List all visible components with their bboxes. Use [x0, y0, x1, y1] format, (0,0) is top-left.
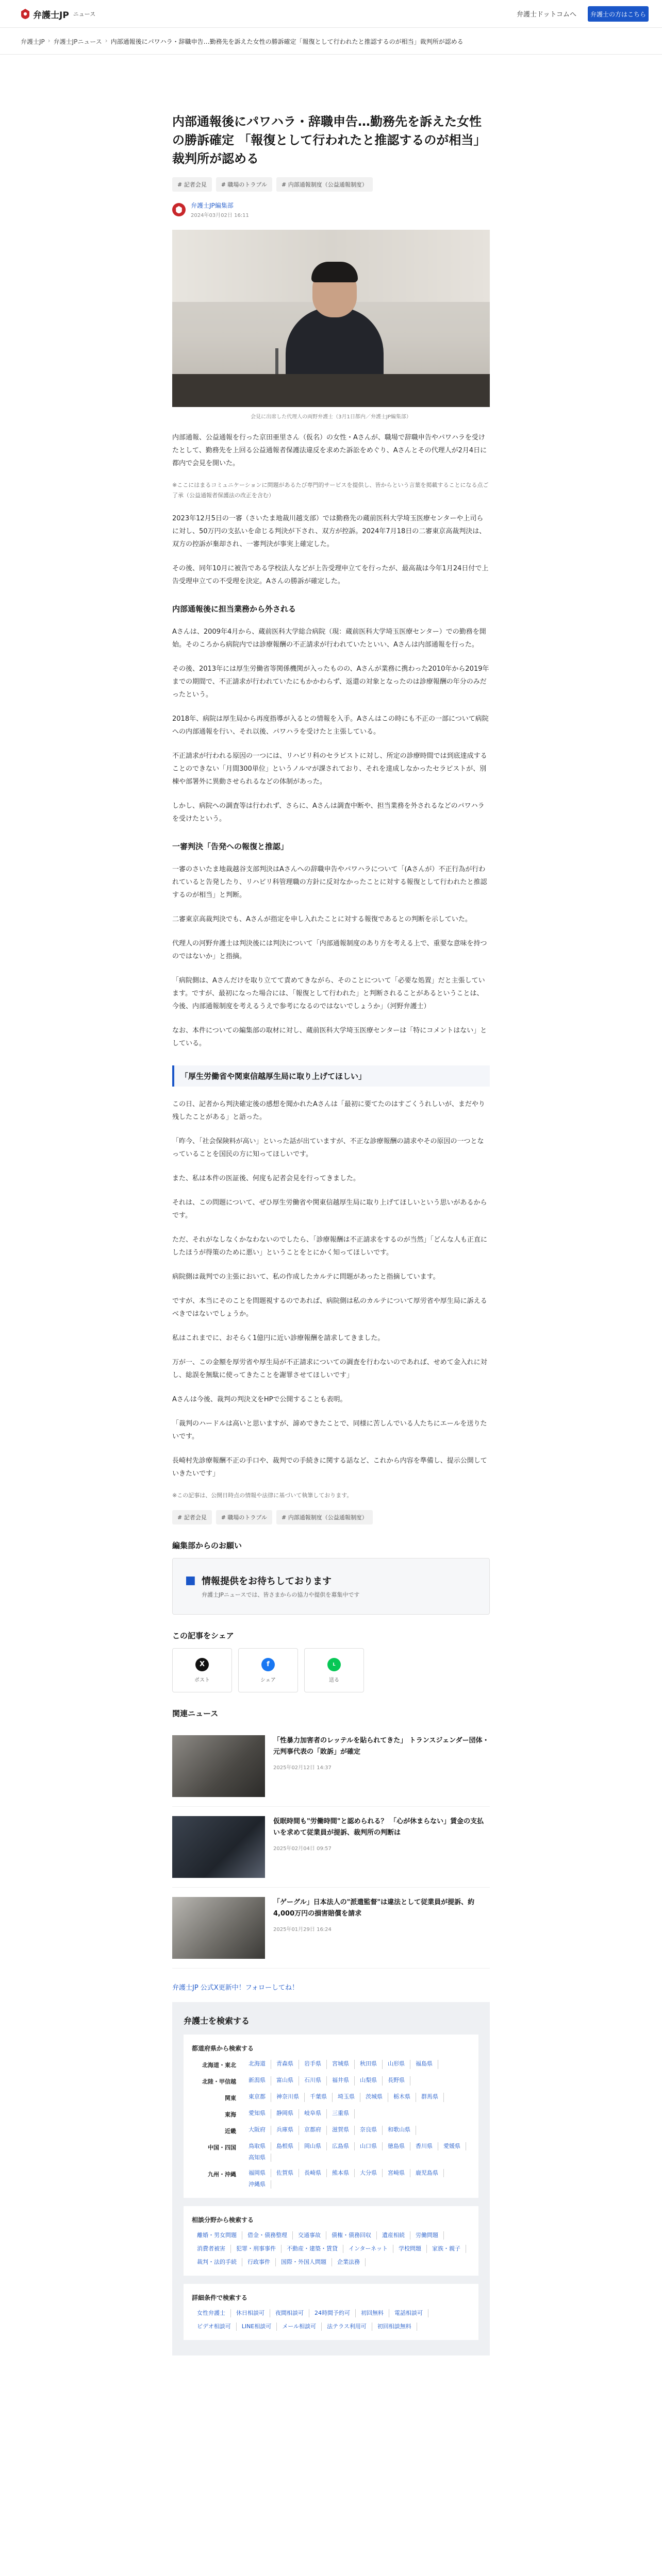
tag-press[interactable]: # 記者会見	[172, 177, 212, 192]
pref-links	[243, 2109, 355, 2119]
region-name: 近畿	[225, 2128, 236, 2134]
pref-link[interactable]: 青森県	[271, 2060, 299, 2069]
for-lawyers-button[interactable]: 弁護士の方はこちら	[588, 6, 649, 22]
pref-link[interactable]: 沖縄県	[243, 2180, 271, 2189]
pref-links	[243, 2169, 470, 2189]
pref-link[interactable]: 茨城県	[360, 2093, 388, 2102]
photo-person-hair	[311, 262, 358, 282]
detail-link[interactable]: 初回無料	[356, 2309, 389, 2317]
pref-link[interactable]: 埼玉県	[333, 2093, 360, 2102]
pref-link[interactable]: 長野県	[383, 2076, 410, 2086]
paragraph: なお、本件についての編集部の取材に対し、蔵前医科大学埼玉医療センターは「特にコメントはない」としている。	[172, 1027, 487, 1047]
paragraph: 2018年、病院は厚生局から再度指導が入るとの情報を入手。Aさんはこの時にも不正の一部について病院への内部通報を行い、それ以後、パワハラを受けたと主張している。	[172, 715, 489, 736]
section-heading: 一審判決「告発への報復と推認」	[172, 842, 289, 851]
field-link[interactable]: 学校問題	[393, 2245, 427, 2253]
pref-link[interactable]: 新潟県	[243, 2076, 271, 2086]
field-link[interactable]: 犯罪・刑事事件	[231, 2245, 282, 2253]
detail-link[interactable]: 電話相談可	[389, 2309, 428, 2317]
paragraph: 「裁判のハードルは高いと思いますが、諦めできたことで、同様に苦しんでいる人たちにエールを送りたいです。	[172, 1420, 487, 1440]
detail-link[interactable]: メール相談可	[277, 2323, 322, 2331]
pref-link[interactable]: 秋田県	[355, 2060, 383, 2069]
related-title: 仮眠時間も"労働時間"と認められる？ 「心が休まらない」賃金の支払いを求めて従業員が提訴、裁判所の判断は	[273, 1818, 484, 1837]
paragraph: 代理人の河野弁護士は判決後には判決について「内部通報制度のあり方を考える上で、重要な意味を持つのではないか」と指摘。	[172, 940, 487, 960]
detail-link[interactable]: 夜間相談可	[270, 2309, 309, 2317]
pref-links	[243, 2126, 416, 2135]
field-link[interactable]: 消費者被害	[192, 2245, 231, 2253]
field-link[interactable]: 借金・債務整理	[242, 2231, 293, 2240]
field-link[interactable]: 債権・債務回収	[326, 2231, 377, 2240]
field-link[interactable]: 企業法務	[332, 2258, 366, 2266]
pref-link[interactable]: 宮崎県	[383, 2169, 410, 2177]
pref-links	[243, 2076, 410, 2086]
share-line-button[interactable]	[304, 1648, 364, 1692]
paragraph: 二審東京高裁判決でも、Aさんが指定を申し入れたことに対する報復であるとの判断を示していた。	[172, 916, 472, 923]
logo-text: 弁護士JP	[33, 10, 69, 21]
pref-link[interactable]: 愛媛県	[438, 2142, 466, 2150]
tag-whistleblowing[interactable]: # 内部通報制度（公益通報制度）	[276, 177, 373, 192]
pref-link[interactable]: 佐賀県	[271, 2169, 299, 2177]
author-block	[172, 201, 490, 218]
logo-mark-icon	[175, 206, 183, 214]
breadcrumb-current: 内部通報後にパワハラ・辞職申告…勤務先を訴えた女性の勝訴確定「報復として行われたと推認するのが相当」裁判所が認める	[110, 38, 464, 45]
pref-link[interactable]: 高知県	[243, 2154, 271, 2162]
related-thumbnail	[172, 1735, 265, 1797]
tag-workplace[interactable]: # 職場のトラブル	[216, 177, 272, 192]
region-row	[192, 2060, 470, 2069]
pref-link[interactable]: 岡山県	[299, 2142, 327, 2150]
paragraph: しかし、病院への調査等は行われず、さらに、Aさんは調査中断や、担当業務を外されるなどのパワハラを受けたという。	[172, 802, 485, 823]
region-row	[192, 2142, 470, 2162]
field-link[interactable]: 行政事件	[242, 2258, 276, 2266]
line-icon: L	[327, 1658, 341, 1671]
pref-search-title: 都道府県から検索する	[192, 2045, 254, 2052]
pref-link[interactable]: 石川県	[299, 2076, 327, 2086]
related-list	[172, 1726, 490, 1969]
paragraph: 「病院側は、Aさんだけを取り立てて責めてきながら、そのことについて「必要な処置」だと主張しています。ですが、最初になった場合には、「報復として行われた」と判断されることがあるということは、今後、内部通報制度を考えるうえで参考になるのではないでしょうか」（河野弁護士）	[172, 977, 485, 1010]
share-facebook-button[interactable]	[238, 1648, 298, 1692]
paragraph: また、私は本件の医証後、何度も記者会見を行ってきました。	[172, 1175, 360, 1182]
photo-table	[172, 374, 490, 407]
field-link[interactable]: 離婚・男女問題	[192, 2231, 242, 2240]
paragraph: ですが、本当にそのことを問題視するのであれば、病院側は私のカルテについて厚労省や厚生局に訴えるべきではないでしょうか。	[172, 1297, 487, 1318]
lawyer-search	[172, 2002, 490, 2355]
pref-link[interactable]: 大分県	[355, 2169, 383, 2177]
pref-link[interactable]: 宮城県	[327, 2060, 355, 2069]
photo-person	[286, 307, 384, 384]
region-row	[192, 2093, 470, 2102]
detail-link[interactable]: 初回相談無料	[372, 2323, 417, 2331]
paragraph: 内部通報、公益通報を行った京田亜里さん（仮名）の女性・Aさんが、職場で辞職申告やパワハラを受けたとして、勤務先を上回る公益通報者保護法違反を求めた訴訟をめぐり、Aさんとその代理人が2月4日に都内で会見を開いた。	[172, 434, 487, 467]
pref-link[interactable]: 香川県	[410, 2142, 438, 2150]
related-item[interactable]	[172, 1888, 490, 1969]
related-title: 「性暴力加害者のレッテルを貼られてきた」 トランスジェンダー団体・元判事代表の「敗訴」が確定	[273, 1737, 489, 1756]
pref-link[interactable]: 北海道	[243, 2060, 271, 2069]
tag-list-bottom	[172, 1510, 490, 1524]
field-link[interactable]: 交通事故	[293, 2231, 326, 2240]
breadcrumb-home[interactable]: 弁護士JP	[21, 38, 45, 45]
field-list	[192, 2231, 470, 2266]
pref-link[interactable]: 鹿児島県	[410, 2169, 444, 2177]
pref-search-panel	[184, 2035, 478, 2198]
detail-link[interactable]: 24時間予約可	[309, 2309, 356, 2317]
related-item[interactable]	[172, 1726, 490, 1807]
region-name: 九州・沖縄	[208, 2171, 236, 2178]
article-main	[172, 56, 490, 2355]
pref-link[interactable]: 愛知県	[243, 2109, 271, 2119]
pref-link[interactable]: 福島県	[410, 2060, 438, 2069]
share-heading: この記事をシェア	[172, 1631, 234, 1640]
author-name[interactable]: 弁護士JP編集部	[191, 202, 234, 209]
publish-date: 2024年03月02日 16:11	[191, 213, 249, 218]
tag-press[interactable]: # 記者会見	[172, 1510, 212, 1524]
share-label: 送る	[329, 1677, 339, 1683]
field-link[interactable]: 裁判・法的手続	[192, 2258, 242, 2266]
related-thumbnail	[172, 1816, 265, 1878]
paragraph: 2023年12月5日の一審（さいたま地裁川越支部）では勤務先の蔵前医科大学埼玉医療センターや上司らに対し、50万円の支払いを命じる判決が下され、双方が控訴。2024年7月18日の二審東京高裁判決は、双方の控訴が棄却され、一審判決が事実上確定した。	[172, 515, 486, 548]
bengo4-link[interactable]: 弁護士ドットコムへ	[517, 11, 576, 19]
region-row	[192, 2109, 470, 2119]
note: ※ここにはまるコミュニケーションに問題があるたび専門的サービスを提供し、皆からという言葉を掲載することになる点ご了承（公益通報者保護法の改正を含む）	[172, 482, 489, 499]
article-title: 内部通報後にパワハラ・辞職申告…勤務先を訴えた女性の勝訴確定 「報復として行われたと推認するのが相当」裁判所が認める	[172, 114, 486, 166]
pref-link[interactable]: 岩手県	[299, 2060, 327, 2069]
paragraph: Aさんは今後、裁判の判決文をHPで公開することも表明。	[172, 1396, 347, 1403]
tag-workplace[interactable]: # 職場のトラブル	[216, 1510, 272, 1524]
share-label: ポスト	[194, 1677, 210, 1683]
chevron-right-icon: ›	[47, 37, 51, 44]
pref-link[interactable]: 山口県	[355, 2142, 383, 2150]
pref-link[interactable]: 大阪府	[243, 2126, 271, 2135]
share-x-button[interactable]	[172, 1648, 232, 1692]
field-link[interactable]: 家族・親子	[427, 2245, 466, 2253]
pref-link[interactable]: 福岡県	[243, 2169, 271, 2177]
info-request-banner[interactable]	[172, 1558, 490, 1615]
logo-sub: ニュース	[73, 11, 96, 18]
paragraph: 「昨今、「社会保険料が高い」といった話が出ていますが、不正な診療報酬の請求やその原因の一つとなっていることを国民の方に知ってほしいです。	[172, 1138, 484, 1158]
pref-link[interactable]: 山梨県	[355, 2076, 383, 2086]
share-buttons	[172, 1648, 490, 1692]
pref-link[interactable]: 兵庫県	[271, 2126, 299, 2135]
megaphone-icon: ■	[185, 1574, 196, 1587]
paragraph: その後、同年10月に被告である学校法人などが上告受理申立てを行ったが、最高裁は今年1月24日付で上告受理申立ての不受理を決定。Aさんの勝訴が確定した。	[172, 565, 489, 585]
detail-search-title: 詳細条件で検索する	[192, 2294, 248, 2301]
pref-link[interactable]: 島根県	[271, 2142, 299, 2150]
share-label: シェア	[260, 1677, 276, 1683]
region-row	[192, 2126, 470, 2135]
paragraph: 万が一、この金額を厚労省や厚生局が不正請求についての調査を行わないのであれば、せめて金入れに対し、総誤を無駄に使ってきたことを謝罪させてほしいです」	[172, 1359, 487, 1379]
pref-link[interactable]: 鳥取県	[243, 2142, 271, 2150]
field-search-panel	[184, 2206, 478, 2276]
pref-link[interactable]: 千葉県	[305, 2093, 333, 2102]
breadcrumb-news[interactable]: 弁護士JPニュース	[53, 38, 102, 45]
x-icon: X	[195, 1658, 209, 1671]
pref-link[interactable]: 岐阜県	[299, 2109, 327, 2119]
related-thumbnail	[172, 1897, 265, 1959]
info-request-title: 情報提供をお待ちしております	[202, 1576, 332, 1587]
pref-link[interactable]: 広島県	[327, 2142, 355, 2150]
pref-link[interactable]: 栃木県	[388, 2093, 416, 2102]
breadcrumb-bar	[0, 28, 662, 55]
info-request-sub: 弁護士JPニュースでは、皆さまからの協力や提供を募集中です	[202, 1591, 360, 1598]
breadcrumb	[21, 37, 464, 46]
paragraph: Aさんは、2009年4月から、蔵前医科大学総合病院（現：蔵前医科大学埼玉医療センター）での勤務を開始。そのころから病院内では診療報酬の不正請求が行われていたといい、Aさんは内部通報を行った。	[172, 628, 486, 649]
pref-link[interactable]: 山形県	[383, 2060, 410, 2069]
pref-link[interactable]: 富山県	[271, 2076, 299, 2086]
pref-link[interactable]: 熊本県	[327, 2169, 355, 2177]
paragraph: 不正請求が行われる原因の一つには、リハビリ科のセラピストに対し、所定の診療時間では到底達成することのできない「月間300単位」というノルマが課されており、それを達成しなかったセラピストが、別棟や部署外に異動させられるなどの体制があった。	[172, 752, 487, 786]
pref-link[interactable]: 神奈川県	[271, 2093, 305, 2102]
pref-link[interactable]: 滋賀県	[327, 2126, 355, 2135]
detail-search-panel	[184, 2284, 478, 2340]
detail-link[interactable]: 女性弁護士	[192, 2309, 231, 2317]
region-row	[192, 2169, 470, 2189]
site-logo[interactable]	[21, 7, 95, 21]
detail-list	[192, 2309, 470, 2331]
pref-link[interactable]: 福井県	[327, 2076, 355, 2086]
paragraph: それは、この問題について、ぜひ厚生労働省や関東信越厚生局に取り上げてほしいという思いがあるからです。	[172, 1199, 487, 1219]
field-link[interactable]: 遺産相続	[377, 2231, 410, 2240]
pref-link[interactable]: 東京都	[243, 2093, 271, 2102]
related-date: 2025年02月04日 09:57	[273, 1846, 332, 1852]
region-name: 関東	[225, 2095, 236, 2102]
field-link[interactable]: インターネット	[343, 2245, 393, 2253]
pref-link[interactable]: 和歌山県	[383, 2126, 416, 2135]
detail-link[interactable]: ビデオ相談可	[192, 2323, 237, 2331]
related-date: 2025年01月29日 16:24	[273, 1927, 332, 1933]
paragraph: その後、2013年には厚生労働省等関係機関が入ったものの、Aさんが業務に携わった2010年から2019年までの期間で、不正請求が行われていたにもかかわらず、返還の対象となったのは診療報酬の年分のみだったという。	[172, 665, 489, 699]
detail-link[interactable]: LINE相談可	[237, 2323, 277, 2331]
related-title: 「ゲーグル」日本法人の"派遣監督"は違法として従業員が提訴、約4,000万円の損害賠償を請求	[273, 1899, 475, 1918]
field-link[interactable]: 国際・外国人問題	[276, 2258, 332, 2266]
hero-photo	[172, 230, 490, 407]
region-row	[192, 2076, 470, 2086]
region-name: 北海道・東北	[202, 2062, 236, 2069]
region-list	[192, 2060, 470, 2189]
top-bar	[0, 0, 662, 28]
pref-link[interactable]: 群馬県	[416, 2093, 444, 2102]
pref-link[interactable]: 三重県	[327, 2109, 355, 2119]
facebook-icon: f	[261, 1658, 275, 1671]
lawyer-search-title: 弁護士を検索する	[184, 2016, 250, 2026]
detail-link[interactable]: 休日相談可	[231, 2309, 270, 2317]
pref-link[interactable]: 静岡県	[271, 2109, 299, 2119]
section-heading: 内部通報後に担当業務から外される	[172, 604, 296, 614]
chevron-right-icon: ›	[105, 37, 108, 44]
detail-link[interactable]: 法テラス利用可	[322, 2323, 372, 2331]
pref-links	[243, 2142, 470, 2162]
field-search-title: 相談分野から検索する	[192, 2216, 254, 2224]
pref-links	[243, 2060, 438, 2069]
region-name: 東海	[225, 2111, 236, 2118]
paragraph: ただ、それがなしなくかなわないのでしたら、「診療報酬は不正請求をするのが当然」「どんな人も正直にしたほうが得策のために悪い」ということをとにかく知ってほしいです。	[172, 1236, 488, 1257]
paragraph: 私はこれまでに、おそらく1億円に近い診療報酬を請求してきました。	[172, 1334, 385, 1342]
pref-link[interactable]: 奈良県	[355, 2126, 383, 2135]
editor-request-heading: 編集部からのお願い	[172, 1541, 242, 1550]
author-avatar	[172, 203, 186, 216]
paragraph: 長崎村先診療報酬不正の手口や、裁判での手続きに関する話など、これから内容を準備し、提示公開していきたいです」	[172, 1457, 487, 1478]
pref-link[interactable]: 長崎県	[299, 2169, 327, 2177]
disclaimer: ※この記事は、公開日時点の情報や法律に基づいて執筆しております。	[172, 1492, 353, 1499]
photo-caption: 会見に出席した代理人の両野弁護士（3月1日都内／弁護士JP編集部）	[251, 414, 411, 420]
pref-link[interactable]: 徳島県	[383, 2142, 410, 2150]
tag-whistleblowing[interactable]: # 内部通報制度（公益通報制度）	[276, 1510, 373, 1524]
related-date: 2025年02月12日 14:37	[273, 1765, 332, 1771]
paragraph: この日、記者から判決確定後の感想を聞かれたAさんは「最初に要てたのはすごくうれしいが、まだやり残したことがある」と語った。	[172, 1100, 485, 1121]
pref-links	[243, 2093, 444, 2102]
related-heading: 関連ニュース	[172, 1709, 219, 1718]
paragraph: 病院側は裁判での主張において、私の作成したカルテに問題があったと指摘しています。	[172, 1273, 440, 1281]
follow-x-link[interactable]: 弁護士JP 公式X更新中！フォローしてね！	[172, 1984, 299, 1992]
field-link[interactable]: 不動産・建築・賃貸	[282, 2245, 343, 2253]
related-item[interactable]	[172, 1807, 490, 1888]
tag-list	[172, 177, 490, 192]
region-name: 中国・四国	[208, 2144, 236, 2151]
pref-link[interactable]: 京都府	[299, 2126, 327, 2135]
logo-mark-icon	[21, 8, 30, 20]
field-link[interactable]: 労働問題	[410, 2231, 444, 2240]
paragraph: 一審のさいたま地裁越谷支部判決はAさんへの辞職申告やパワハラについて「(Aさんが）不正行為が行われていると告発したり、リハビリ科管理職の方針に反対なかったことに対する報復として行われたと推認するのが相当」と判断。	[172, 866, 487, 899]
region-name: 北陸・甲信越	[202, 2078, 236, 2085]
section-heading: 「厚生労働省や関東信越厚生局に取り上げてほしい」	[172, 1065, 490, 1087]
